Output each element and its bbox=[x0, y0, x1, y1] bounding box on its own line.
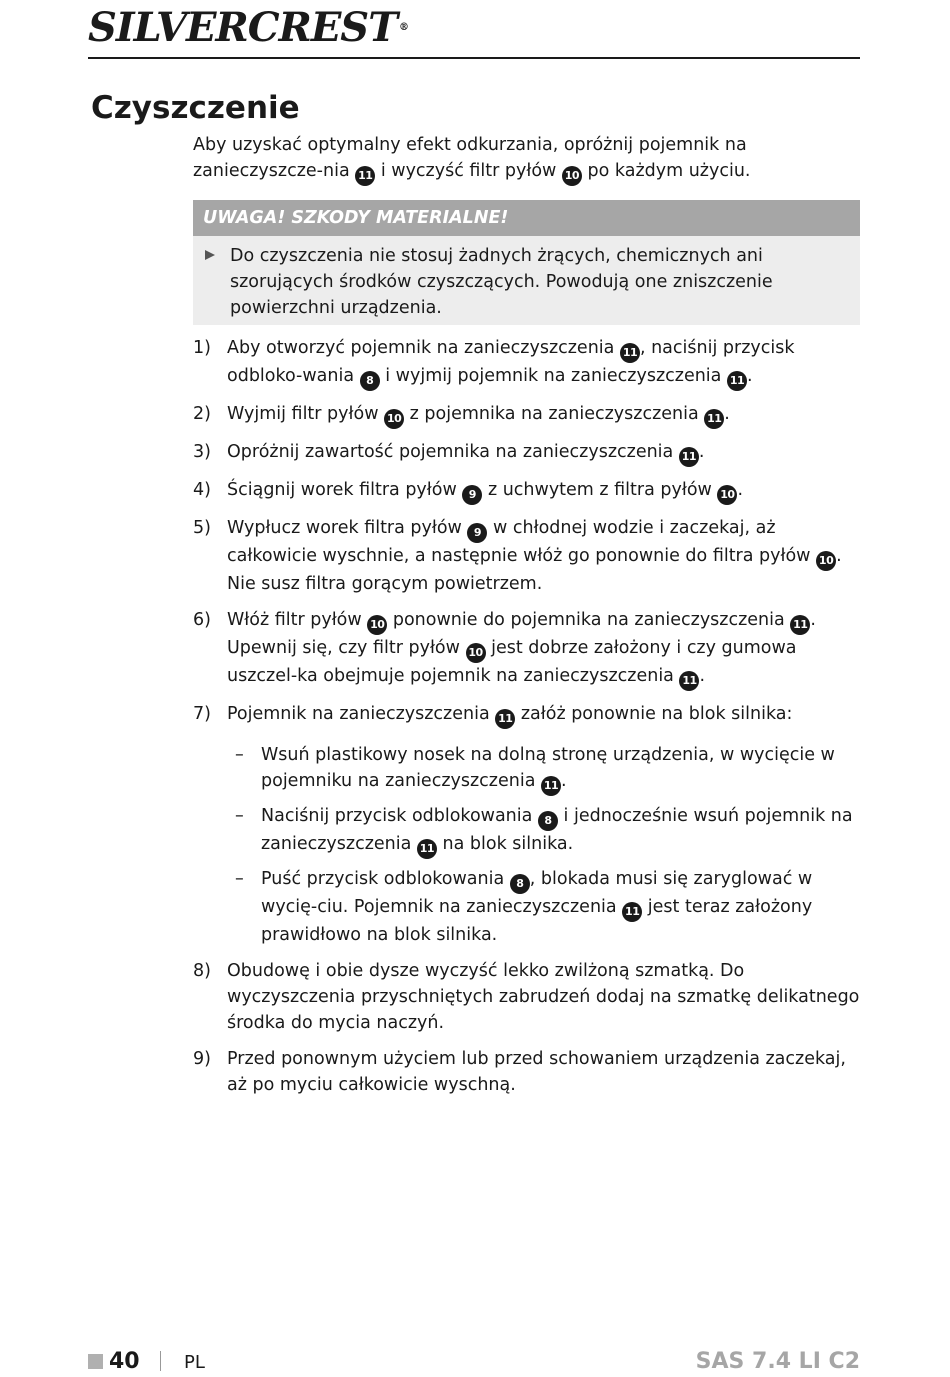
part-number-badge: 10 bbox=[562, 166, 582, 186]
part-number-badge: 11 bbox=[790, 615, 810, 635]
step-number: 4) bbox=[193, 480, 211, 500]
brand-name: SILVERCREST bbox=[88, 4, 397, 51]
part-number-badge: 10 bbox=[466, 643, 486, 663]
footer-square-marker bbox=[88, 1354, 103, 1369]
registered-mark: ® bbox=[398, 22, 408, 33]
step-text: i wyjmij pojemnik na zanieczyszczenia bbox=[385, 366, 722, 386]
part-number-badge: 10 bbox=[816, 551, 836, 571]
step-number: 2) bbox=[193, 404, 211, 424]
part-number-badge: 8 bbox=[360, 371, 380, 391]
list-item bbox=[227, 866, 860, 948]
main-content bbox=[193, 132, 860, 1108]
part-number-badge: 11 bbox=[417, 839, 437, 859]
intro-text: po każdym użyciu. bbox=[587, 161, 751, 181]
step-text: Ściągnij worek filtra pyłów bbox=[227, 480, 457, 500]
part-number-badge: 11 bbox=[727, 371, 747, 391]
step-text: Włóż filtr pyłów bbox=[227, 610, 362, 630]
step-text: Opróżnij zawartość pojemnika na zanieczyszczenia bbox=[227, 442, 674, 462]
substep-text: Naciśnij przycisk odblokowania bbox=[261, 806, 533, 826]
arrow-bullet-icon bbox=[205, 250, 215, 260]
list-item bbox=[193, 477, 860, 505]
steps-list bbox=[193, 335, 860, 1098]
part-number-badge: 8 bbox=[538, 811, 558, 831]
warning-heading: UWAGA! SZKODY MATERIALNE! bbox=[193, 200, 860, 236]
step-text: . Nie susz filtra gorącym powietrzem. bbox=[227, 546, 842, 594]
dash-bullet: – bbox=[235, 869, 244, 889]
list-item bbox=[193, 607, 860, 691]
dash-bullet: – bbox=[235, 745, 244, 765]
step-text: , naciśnij przycisk odbloko-wania bbox=[227, 338, 795, 386]
part-number-badge: 9 bbox=[462, 485, 482, 505]
step-text: . bbox=[737, 480, 744, 500]
model-number: SAS 7.4 LI C2 bbox=[695, 1349, 860, 1374]
substeps-list bbox=[227, 742, 860, 948]
step-text: . bbox=[746, 366, 753, 386]
step-number: 8) bbox=[193, 961, 211, 981]
step-number: 9) bbox=[193, 1049, 211, 1069]
list-item bbox=[193, 515, 860, 597]
step-number: 1) bbox=[193, 338, 211, 358]
intro-text: Aby uzyskać optymalny efekt odkurzania, opróżnij pojemnik na zanieczyszcze-nia bbox=[193, 135, 747, 181]
list-item bbox=[193, 335, 860, 391]
part-number-badge: 10 bbox=[384, 409, 404, 429]
part-number-badge: 11 bbox=[622, 902, 642, 922]
step-text: Przed ponownym użyciem lub przed schowaniem urządzenia zaczekaj, aż po myciu całkowicie wyschną. bbox=[227, 1049, 846, 1095]
part-number-badge: 11 bbox=[620, 343, 640, 363]
step-text: z uchwytem z filtra pyłów bbox=[487, 480, 712, 500]
warning-box bbox=[193, 200, 860, 325]
brand-logo bbox=[88, 4, 408, 52]
part-number-badge: 11 bbox=[704, 409, 724, 429]
part-number-badge: 9 bbox=[467, 523, 487, 543]
part-number-badge: 11 bbox=[679, 447, 699, 467]
header-rule bbox=[88, 57, 860, 59]
language-code: PL bbox=[184, 1352, 205, 1373]
step-text: jest dobrze założony i czy gumowa uszczel-ka obejmuje pojemnik na zanieczyszczenia bbox=[227, 638, 797, 686]
substep-text: . bbox=[561, 771, 567, 791]
step-text: Aby otworzyć pojemnik na zanieczyszczenia bbox=[227, 338, 615, 358]
list-item bbox=[193, 1046, 860, 1098]
step-text: Pojemnik na zanieczyszczenia bbox=[227, 704, 490, 724]
substep-text: Puść przycisk odblokowania bbox=[261, 869, 505, 889]
list-item bbox=[193, 958, 860, 1036]
list-item bbox=[227, 803, 860, 859]
list-item bbox=[227, 742, 860, 796]
step-number: 3) bbox=[193, 442, 211, 462]
list-item bbox=[193, 439, 860, 467]
list-item bbox=[193, 401, 860, 429]
part-number-badge: 10 bbox=[367, 615, 387, 635]
step-text: . bbox=[724, 404, 730, 424]
substep-text: , blokada musi się zaryglować w wycię-ciu. Pojemnik na zanieczyszczenia bbox=[261, 869, 813, 917]
substep-text: i jednocześnie wsuń pojemnik na zanieczyszczenia bbox=[261, 806, 853, 854]
step-text: w chłodnej wodzie i zaczekaj, aż całkowicie wyschnie, a następnie włóż go ponownie do filtra pyłów bbox=[227, 518, 811, 566]
warning-body bbox=[193, 236, 860, 325]
part-number-badge: 11 bbox=[495, 709, 515, 729]
step-text: Wyjmij filtr pyłów bbox=[227, 404, 379, 424]
intro-paragraph bbox=[193, 132, 860, 186]
part-number-badge: 11 bbox=[355, 166, 375, 186]
footer-divider bbox=[160, 1351, 161, 1371]
dash-bullet: – bbox=[235, 806, 244, 826]
page-footer bbox=[88, 1348, 860, 1376]
page-title: Czyszczenie bbox=[91, 90, 300, 126]
step-text: Wypłucz worek filtra pyłów bbox=[227, 518, 462, 538]
step-number: 6) bbox=[193, 610, 211, 630]
part-number-badge: 11 bbox=[679, 671, 699, 691]
list-item bbox=[193, 701, 860, 948]
step-text: z pojemnika na zanieczyszczenia bbox=[409, 404, 699, 424]
substep-text: Wsuń plastikowy nosek na dolną stronę urządzenia, w wycięcie w pojemniku na zanieczyszczenia bbox=[261, 745, 835, 791]
substep-text: na blok silnika. bbox=[442, 834, 574, 854]
step-text: ponownie do pojemnika na zanieczyszczenia bbox=[392, 610, 785, 630]
step-text: Obudowę i obie dysze wyczyść lekko zwilżoną szmatką. Do wyczyszczenia przyschniętych zabrudzeń dodaj na szmatkę delikatnego środka do mycia naczyń. bbox=[227, 961, 860, 1033]
part-number-badge: 11 bbox=[541, 776, 561, 796]
intro-text: i wyczyść filtr pyłów bbox=[380, 161, 557, 181]
warning-text: Do czyszczenia nie stosuj żadnych żrących, chemicznych ani szorujących środków czyszczących. Powodują one zniszczenie powierzchni urządzenia. bbox=[230, 246, 773, 318]
step-text: . Upewnij się, czy filtr pyłów bbox=[227, 610, 816, 658]
step-number: 5) bbox=[193, 518, 211, 538]
step-text: . bbox=[698, 442, 705, 462]
substep-text: jest teraz założony prawidłowo na blok silnika. bbox=[261, 897, 813, 945]
part-number-badge: 10 bbox=[717, 485, 737, 505]
step-number: 7) bbox=[193, 704, 211, 724]
page-number: 40 bbox=[109, 1349, 140, 1374]
step-text: . bbox=[699, 666, 706, 686]
part-number-badge: 8 bbox=[510, 874, 530, 894]
step-text: załóż ponownie na blok silnika: bbox=[520, 704, 793, 724]
